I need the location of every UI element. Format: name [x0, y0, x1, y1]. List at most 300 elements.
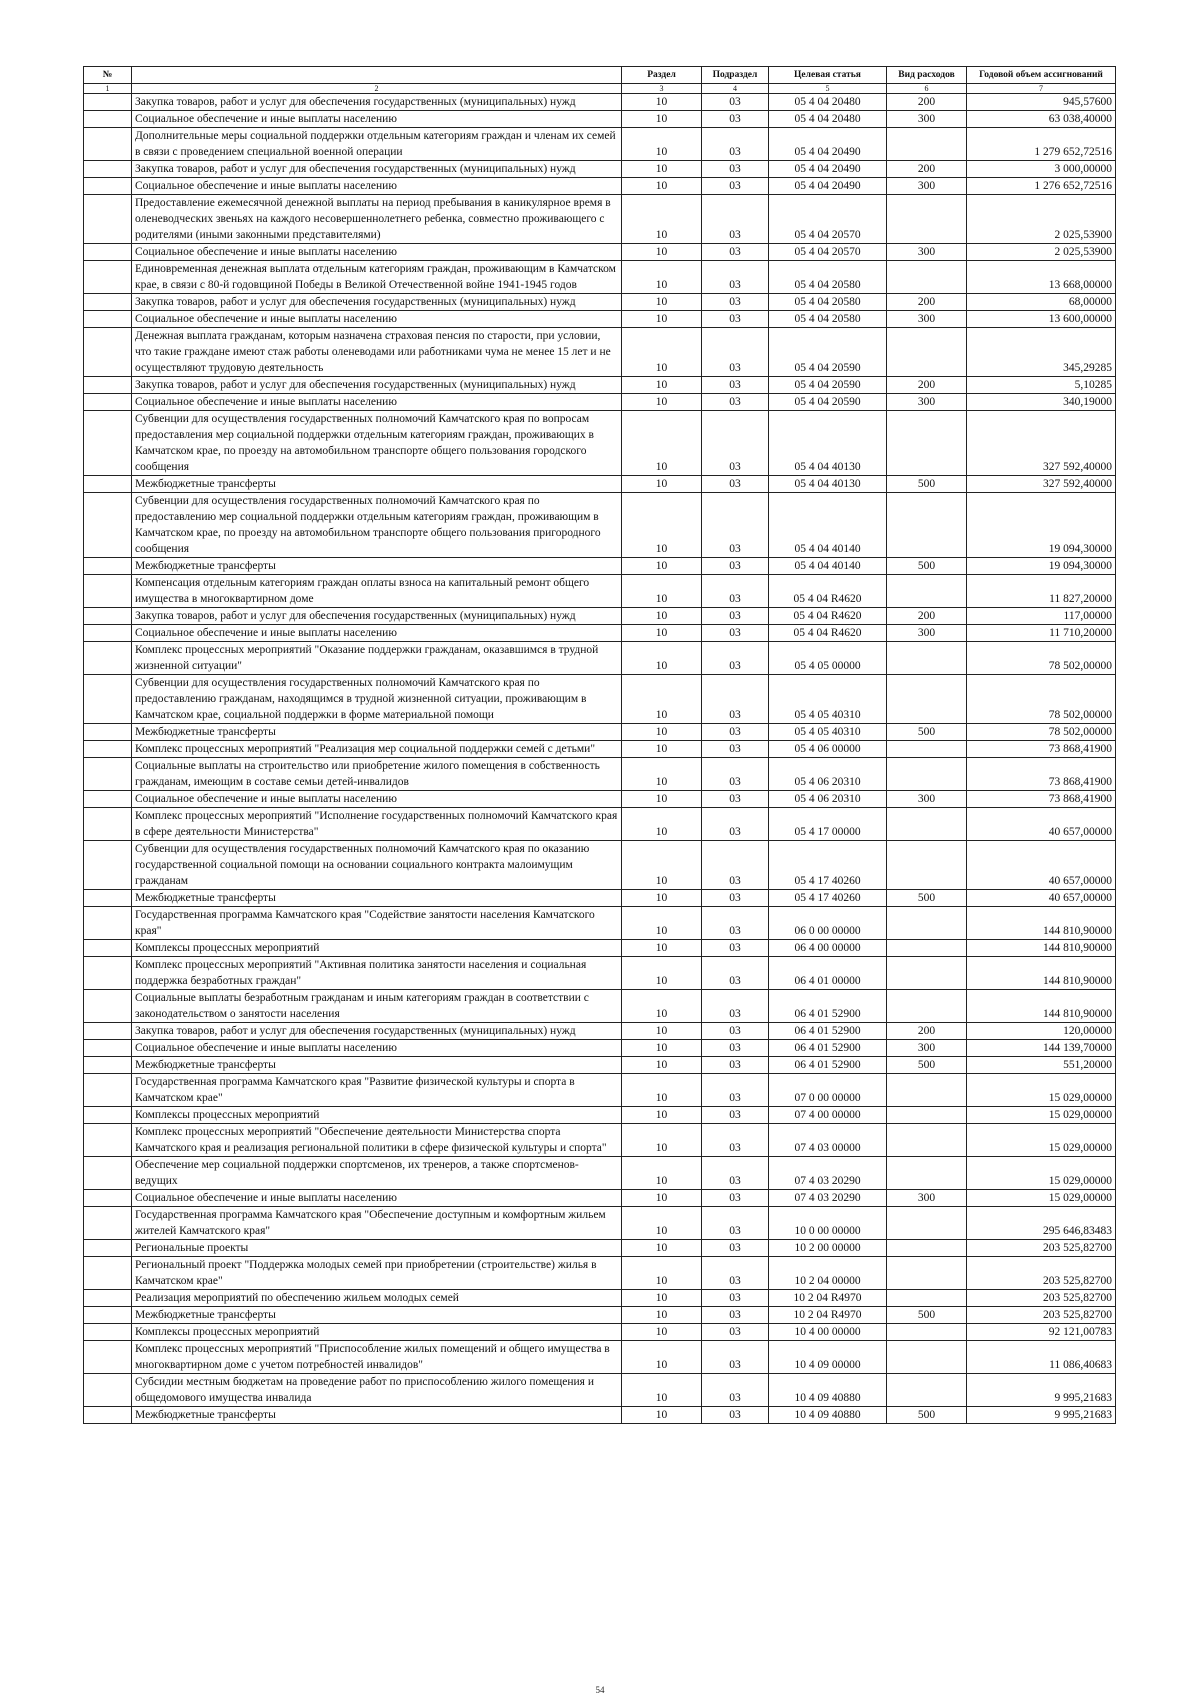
target-article-cell: 10 2 04 R4970	[769, 1290, 887, 1307]
podrazdel-cell: 03	[702, 1124, 769, 1157]
razdel-cell: 10	[622, 1023, 702, 1040]
amount-cell: 73 868,41900	[967, 741, 1116, 758]
item-name-cell: Социальное обеспечение и иные выплаты населению	[132, 178, 622, 195]
item-name-cell: Государственная программа Камчатского края "Обеспечение доступным и комфортным жильем жителей Камчатского края"	[132, 1207, 622, 1240]
razdel-cell: 10	[622, 575, 702, 608]
table-row	[84, 294, 1116, 311]
target-article-cell: 10 4 09 40880	[769, 1374, 887, 1407]
expense-type-cell	[887, 195, 967, 244]
podrazdel-cell: 03	[702, 741, 769, 758]
amount-cell: 40 657,00000	[967, 841, 1116, 890]
podrazdel-cell: 03	[702, 161, 769, 178]
amount-cell: 78 502,00000	[967, 724, 1116, 741]
podrazdel-cell: 03	[702, 808, 769, 841]
amount-cell: 295 646,83483	[967, 1207, 1116, 1240]
header-expense-type: Вид расходов	[887, 67, 967, 84]
row-number-cell	[84, 1207, 132, 1240]
table-row	[84, 1107, 1116, 1124]
row-number-cell	[84, 791, 132, 808]
target-article-cell: 05 4 05 40310	[769, 675, 887, 724]
amount-cell: 144 810,90000	[967, 940, 1116, 957]
razdel-cell: 10	[622, 675, 702, 724]
column-number: 5	[769, 84, 887, 94]
target-article-cell: 05 4 04 20590	[769, 377, 887, 394]
table-row	[84, 311, 1116, 328]
podrazdel-cell: 03	[702, 675, 769, 724]
table-row	[84, 1074, 1116, 1107]
razdel-cell: 10	[622, 111, 702, 128]
podrazdel-cell: 03	[702, 1290, 769, 1307]
row-number-cell	[84, 1124, 132, 1157]
item-name-cell: Межбюджетные трансферты	[132, 476, 622, 493]
target-article-cell: 07 4 00 00000	[769, 1107, 887, 1124]
row-number-cell	[84, 625, 132, 642]
podrazdel-cell: 03	[702, 244, 769, 261]
row-number-cell	[84, 94, 132, 111]
row-number-cell	[84, 411, 132, 476]
table-row	[84, 261, 1116, 294]
item-name-cell: Субвенции для осуществления государственных полномочий Камчатского края по вопросам предоставления мер социальной поддержки отдельным категориям граждан, проживающих в Камчатском крае, по проезду на автомобильном транспорте общего пользования городского сообщения	[132, 411, 622, 476]
podrazdel-cell: 03	[702, 957, 769, 990]
item-name-cell: Закупка товаров, работ и услуг для обеспечения государственных (муниципальных) нужд	[132, 377, 622, 394]
target-article-cell: 05 4 06 20310	[769, 791, 887, 808]
amount-cell: 203 525,82700	[967, 1257, 1116, 1290]
item-name-cell: Государственная программа Камчатского края "Развитие физической культуры и спорта в Камчатском крае"	[132, 1074, 622, 1107]
item-name-cell: Комплекс процессных мероприятий "Реализация мер социальной поддержки семей с детьми"	[132, 741, 622, 758]
razdel-cell: 10	[622, 411, 702, 476]
expense-type-cell	[887, 1107, 967, 1124]
item-name-cell: Закупка товаров, работ и услуг для обеспечения государственных (муниципальных) нужд	[132, 294, 622, 311]
row-number-cell	[84, 1341, 132, 1374]
item-name-cell: Региональные проекты	[132, 1240, 622, 1257]
target-article-cell: 05 4 04 40130	[769, 476, 887, 493]
table-row	[84, 1057, 1116, 1074]
amount-cell: 92 121,00783	[967, 1324, 1116, 1341]
amount-cell: 73 868,41900	[967, 758, 1116, 791]
amount-cell: 144 139,70000	[967, 1040, 1116, 1057]
item-name-cell: Закупка товаров, работ и услуг для обеспечения государственных (муниципальных) нужд	[132, 1023, 622, 1040]
row-number-cell	[84, 758, 132, 791]
header-podrazdel: Подраздел	[702, 67, 769, 84]
razdel-cell: 10	[622, 558, 702, 575]
razdel-cell: 10	[622, 328, 702, 377]
table-row	[84, 1190, 1116, 1207]
razdel-cell: 10	[622, 907, 702, 940]
row-number-cell	[84, 128, 132, 161]
row-number-cell	[84, 575, 132, 608]
expense-type-cell: 200	[887, 377, 967, 394]
table-row	[84, 1124, 1116, 1157]
table-row	[84, 411, 1116, 476]
razdel-cell: 10	[622, 642, 702, 675]
expense-type-cell	[887, 1124, 967, 1157]
amount-cell: 1 276 652,72516	[967, 178, 1116, 195]
expense-type-cell	[887, 1207, 967, 1240]
table-row	[84, 841, 1116, 890]
amount-cell: 78 502,00000	[967, 642, 1116, 675]
item-name-cell: Межбюджетные трансферты	[132, 558, 622, 575]
table-row	[84, 1290, 1116, 1307]
expense-type-cell	[887, 261, 967, 294]
header-name	[132, 67, 622, 84]
item-name-cell: Региональный проект "Поддержка молодых семей при приобретении (строительстве) жилья в Камчатском крае"	[132, 1257, 622, 1290]
target-article-cell: 05 4 04 20590	[769, 328, 887, 377]
table-row	[84, 1324, 1116, 1341]
row-number-cell	[84, 642, 132, 675]
expense-type-cell: 300	[887, 625, 967, 642]
row-number-cell	[84, 328, 132, 377]
target-article-cell: 10 4 09 00000	[769, 1341, 887, 1374]
item-name-cell: Социальное обеспечение и иные выплаты населению	[132, 1190, 622, 1207]
expense-type-cell: 500	[887, 1307, 967, 1324]
row-number-cell	[84, 608, 132, 625]
row-number-cell	[84, 990, 132, 1023]
item-name-cell: Межбюджетные трансферты	[132, 890, 622, 907]
target-article-cell: 05 4 17 40260	[769, 841, 887, 890]
amount-cell: 19 094,30000	[967, 493, 1116, 558]
amount-cell: 3 000,00000	[967, 161, 1116, 178]
razdel-cell: 10	[622, 608, 702, 625]
amount-cell: 40 657,00000	[967, 890, 1116, 907]
razdel-cell: 10	[622, 625, 702, 642]
podrazdel-cell: 03	[702, 1023, 769, 1040]
amount-cell: 11 710,20000	[967, 625, 1116, 642]
target-article-cell: 05 4 04 40140	[769, 558, 887, 575]
expense-type-cell	[887, 1240, 967, 1257]
expense-type-cell: 200	[887, 1023, 967, 1040]
item-name-cell: Социальное обеспечение и иные выплаты населению	[132, 394, 622, 411]
row-number-cell	[84, 261, 132, 294]
row-number-cell	[84, 377, 132, 394]
expense-type-cell: 500	[887, 558, 967, 575]
amount-cell: 144 810,90000	[967, 907, 1116, 940]
item-name-cell: Предоставление ежемесячной денежной выплаты на период пребывания в каникулярное время в оленеводческих звеньях на каждого несовершеннолетнего ребенка, совместно проживающего с родителями (иными законными представителями)	[132, 195, 622, 244]
podrazdel-cell: 03	[702, 907, 769, 940]
podrazdel-cell: 03	[702, 1107, 769, 1124]
item-name-cell: Социальные выплаты безработным гражданам и иным категориям граждан в соответствии с законодательством о занятости населения	[132, 990, 622, 1023]
row-number-cell	[84, 1290, 132, 1307]
target-article-cell: 07 4 03 20290	[769, 1157, 887, 1190]
table-row	[84, 1407, 1116, 1424]
item-name-cell: Закупка товаров, работ и услуг для обеспечения государственных (муниципальных) нужд	[132, 94, 622, 111]
amount-cell: 551,20000	[967, 1057, 1116, 1074]
amount-cell: 15 029,00000	[967, 1124, 1116, 1157]
table-row	[84, 1157, 1116, 1190]
amount-cell: 120,00000	[967, 1023, 1116, 1040]
row-number-cell	[84, 1023, 132, 1040]
amount-cell: 9 995,21683	[967, 1374, 1116, 1407]
target-article-cell: 05 4 04 R4620	[769, 625, 887, 642]
target-article-cell: 05 4 04 20490	[769, 161, 887, 178]
amount-cell: 327 592,40000	[967, 411, 1116, 476]
expense-type-cell	[887, 328, 967, 377]
expense-type-cell: 200	[887, 94, 967, 111]
row-number-cell	[84, 1374, 132, 1407]
amount-cell: 13 668,00000	[967, 261, 1116, 294]
podrazdel-cell: 03	[702, 1407, 769, 1424]
expense-type-cell: 200	[887, 608, 967, 625]
podrazdel-cell: 03	[702, 1374, 769, 1407]
podrazdel-cell: 03	[702, 94, 769, 111]
razdel-cell: 10	[622, 493, 702, 558]
item-name-cell: Закупка товаров, работ и услуг для обеспечения государственных (муниципальных) нужд	[132, 608, 622, 625]
amount-cell: 78 502,00000	[967, 675, 1116, 724]
podrazdel-cell: 03	[702, 1074, 769, 1107]
razdel-cell: 10	[622, 940, 702, 957]
row-number-cell	[84, 178, 132, 195]
expense-type-cell: 300	[887, 791, 967, 808]
amount-cell: 73 868,41900	[967, 791, 1116, 808]
podrazdel-cell: 03	[702, 1190, 769, 1207]
item-name-cell: Субсидии местным бюджетам на проведение работ по приспособлению жилого помещения и общедомового имущества инвалида	[132, 1374, 622, 1407]
target-article-cell: 05 4 06 00000	[769, 741, 887, 758]
amount-cell: 1 279 652,72516	[967, 128, 1116, 161]
target-article-cell: 10 2 04 R4970	[769, 1307, 887, 1324]
table-row	[84, 675, 1116, 724]
target-article-cell: 06 4 00 00000	[769, 940, 887, 957]
podrazdel-cell: 03	[702, 1324, 769, 1341]
expense-type-cell	[887, 841, 967, 890]
podrazdel-cell: 03	[702, 493, 769, 558]
item-name-cell: Межбюджетные трансферты	[132, 724, 622, 741]
row-number-cell	[84, 558, 132, 575]
column-number: 7	[967, 84, 1116, 94]
item-name-cell: Единовременная денежная выплата отдельным категориям граждан, проживающим в Камчатском крае, в связи с 80-й годовщиной Победы в Великой Отечественной войне 1941-1945 годов	[132, 261, 622, 294]
podrazdel-cell: 03	[702, 311, 769, 328]
expense-type-cell	[887, 1374, 967, 1407]
expense-type-cell	[887, 642, 967, 675]
razdel-cell: 10	[622, 261, 702, 294]
expense-type-cell: 300	[887, 311, 967, 328]
row-number-cell	[84, 294, 132, 311]
podrazdel-cell: 03	[702, 558, 769, 575]
item-name-cell: Комплекс процессных мероприятий "Исполнение государственных полномочий Камчатского края в сфере деятельности Министерства"	[132, 808, 622, 841]
razdel-cell: 10	[622, 394, 702, 411]
razdel-cell: 10	[622, 841, 702, 890]
target-article-cell: 06 4 01 52900	[769, 1057, 887, 1074]
item-name-cell: Комплекс процессных мероприятий "Приспособление жилых помещений и общего имущества в многоквартирном доме с учетом потребностей инвалидов"	[132, 1341, 622, 1374]
amount-cell: 117,00000	[967, 608, 1116, 625]
expense-type-cell	[887, 575, 967, 608]
table-row	[84, 1023, 1116, 1040]
table-row	[84, 377, 1116, 394]
target-article-cell: 05 4 04 20580	[769, 311, 887, 328]
razdel-cell: 10	[622, 1407, 702, 1424]
podrazdel-cell: 03	[702, 625, 769, 642]
razdel-cell: 10	[622, 1124, 702, 1157]
row-number-cell	[84, 244, 132, 261]
target-article-cell: 05 4 04 40130	[769, 411, 887, 476]
header-target: Целевая статья	[769, 67, 887, 84]
expense-type-cell: 300	[887, 244, 967, 261]
amount-cell: 11 086,40683	[967, 1341, 1116, 1374]
expense-type-cell	[887, 940, 967, 957]
expense-type-cell	[887, 1290, 967, 1307]
razdel-cell: 10	[622, 791, 702, 808]
razdel-cell: 10	[622, 178, 702, 195]
podrazdel-cell: 03	[702, 1240, 769, 1257]
expense-type-cell: 300	[887, 111, 967, 128]
table-row	[84, 940, 1116, 957]
podrazdel-cell: 03	[702, 394, 769, 411]
amount-cell: 11 827,20000	[967, 575, 1116, 608]
razdel-cell: 10	[622, 1290, 702, 1307]
podrazdel-cell: 03	[702, 261, 769, 294]
razdel-cell: 10	[622, 195, 702, 244]
podrazdel-cell: 03	[702, 178, 769, 195]
razdel-cell: 10	[622, 1057, 702, 1074]
table-row	[84, 178, 1116, 195]
table-row	[84, 791, 1116, 808]
podrazdel-cell: 03	[702, 841, 769, 890]
table-row	[84, 328, 1116, 377]
row-number-cell	[84, 841, 132, 890]
amount-cell: 945,57600	[967, 94, 1116, 111]
razdel-cell: 10	[622, 1257, 702, 1290]
amount-cell: 2 025,53900	[967, 244, 1116, 261]
row-number-cell	[84, 1107, 132, 1124]
row-number-cell	[84, 675, 132, 724]
razdel-cell: 10	[622, 1324, 702, 1341]
item-name-cell: Комплексы процессных мероприятий	[132, 1324, 622, 1341]
row-number-cell	[84, 1040, 132, 1057]
expense-type-cell	[887, 411, 967, 476]
razdel-cell: 10	[622, 1207, 702, 1240]
column-number-row	[84, 84, 1116, 94]
amount-cell: 144 810,90000	[967, 957, 1116, 990]
expense-type-cell: 300	[887, 1040, 967, 1057]
podrazdel-cell: 03	[702, 642, 769, 675]
table-row	[84, 990, 1116, 1023]
razdel-cell: 10	[622, 311, 702, 328]
row-number-cell	[84, 907, 132, 940]
row-number-cell	[84, 161, 132, 178]
expense-type-cell	[887, 907, 967, 940]
table-row	[84, 1240, 1116, 1257]
item-name-cell: Субвенции для осуществления государственных полномочий Камчатского края по оказанию государственной социальной помощи на основании социального контракта малоимущим гражданам	[132, 841, 622, 890]
target-article-cell: 06 4 01 00000	[769, 957, 887, 990]
row-number-cell	[84, 1074, 132, 1107]
expense-type-cell: 300	[887, 394, 967, 411]
expense-type-cell	[887, 758, 967, 791]
amount-cell: 144 810,90000	[967, 990, 1116, 1023]
podrazdel-cell: 03	[702, 411, 769, 476]
item-name-cell: Межбюджетные трансферты	[132, 1057, 622, 1074]
expense-type-cell: 500	[887, 890, 967, 907]
expense-type-cell: 500	[887, 724, 967, 741]
item-name-cell: Межбюджетные трансферты	[132, 1307, 622, 1324]
item-name-cell: Социальное обеспечение и иные выплаты населению	[132, 311, 622, 328]
expense-type-cell: 500	[887, 1057, 967, 1074]
table-row	[84, 1040, 1116, 1057]
expense-type-cell	[887, 957, 967, 990]
expense-type-cell: 300	[887, 178, 967, 195]
amount-cell: 63 038,40000	[967, 111, 1116, 128]
podrazdel-cell: 03	[702, 791, 769, 808]
razdel-cell: 10	[622, 808, 702, 841]
amount-cell: 340,19000	[967, 394, 1116, 411]
razdel-cell: 10	[622, 1107, 702, 1124]
row-number-cell	[84, 1257, 132, 1290]
razdel-cell: 10	[622, 1240, 702, 1257]
row-number-cell	[84, 1240, 132, 1257]
razdel-cell: 10	[622, 957, 702, 990]
item-name-cell: Межбюджетные трансферты	[132, 1407, 622, 1424]
row-number-cell	[84, 311, 132, 328]
column-number: 6	[887, 84, 967, 94]
podrazdel-cell: 03	[702, 1157, 769, 1190]
table-row	[84, 808, 1116, 841]
podrazdel-cell: 03	[702, 758, 769, 791]
podrazdel-cell: 03	[702, 1257, 769, 1290]
table-row	[84, 476, 1116, 493]
target-article-cell: 05 4 06 20310	[769, 758, 887, 791]
item-name-cell: Комплексы процессных мероприятий	[132, 940, 622, 957]
podrazdel-cell: 03	[702, 377, 769, 394]
razdel-cell: 10	[622, 94, 702, 111]
amount-cell: 9 995,21683	[967, 1407, 1116, 1424]
podrazdel-cell: 03	[702, 1057, 769, 1074]
amount-cell: 68,00000	[967, 294, 1116, 311]
item-name-cell: Социальное обеспечение и иные выплаты населению	[132, 244, 622, 261]
expense-type-cell	[887, 741, 967, 758]
target-article-cell: 05 4 04 20570	[769, 195, 887, 244]
razdel-cell: 10	[622, 244, 702, 261]
table-row	[84, 111, 1116, 128]
razdel-cell: 10	[622, 1374, 702, 1407]
item-name-cell: Комплекс процессных мероприятий "Активная политика занятости населения и социальная поддержка безработных граждан"	[132, 957, 622, 990]
row-number-cell	[84, 741, 132, 758]
row-number-cell	[84, 1307, 132, 1324]
podrazdel-cell: 03	[702, 990, 769, 1023]
table-row	[84, 558, 1116, 575]
target-article-cell: 05 4 04 20490	[769, 178, 887, 195]
item-name-cell: Обеспечение мер социальной поддержки спортсменов, их тренеров, а также спортсменов-ведущих	[132, 1157, 622, 1190]
target-article-cell: 05 4 04 R4620	[769, 575, 887, 608]
item-name-cell: Социальные выплаты на строительство или приобретение жилого помещения в собственность гражданам, имеющим в составе семьи детей-инвалидов	[132, 758, 622, 791]
target-article-cell: 05 4 05 00000	[769, 642, 887, 675]
amount-cell: 203 525,82700	[967, 1307, 1116, 1324]
row-number-cell	[84, 493, 132, 558]
table-row	[84, 758, 1116, 791]
podrazdel-cell: 03	[702, 940, 769, 957]
table-row	[84, 161, 1116, 178]
table-row	[84, 907, 1116, 940]
item-name-cell: Комплекс процессных мероприятий "Оказание поддержки гражданам, оказавшимся в трудной жизненной ситуации"	[132, 642, 622, 675]
item-name-cell: Денежная выплата гражданам, которым назначена страховая пенсия по старости, при условии, что такие граждане имеют стаж работы оленеводами или работниками чума не менее 15 лет и не осуществляют трудовую деятельность	[132, 328, 622, 377]
table-row	[84, 1341, 1116, 1374]
column-number: 2	[132, 84, 622, 94]
item-name-cell: Социальное обеспечение и иные выплаты населению	[132, 791, 622, 808]
amount-cell: 19 094,30000	[967, 558, 1116, 575]
column-number: 3	[622, 84, 702, 94]
target-article-cell: 05 4 04 40140	[769, 493, 887, 558]
podrazdel-cell: 03	[702, 1040, 769, 1057]
row-number-cell	[84, 195, 132, 244]
row-number-cell	[84, 808, 132, 841]
expense-type-cell	[887, 990, 967, 1023]
expense-type-cell	[887, 1074, 967, 1107]
table-row	[84, 493, 1116, 558]
row-number-cell	[84, 1190, 132, 1207]
target-article-cell: 07 4 03 20290	[769, 1190, 887, 1207]
row-number-cell	[84, 1324, 132, 1341]
target-article-cell: 06 0 00 00000	[769, 907, 887, 940]
target-article-cell: 05 4 17 40260	[769, 890, 887, 907]
target-article-cell: 05 4 04 R4620	[769, 608, 887, 625]
podrazdel-cell: 03	[702, 476, 769, 493]
target-article-cell: 05 4 04 20490	[769, 128, 887, 161]
